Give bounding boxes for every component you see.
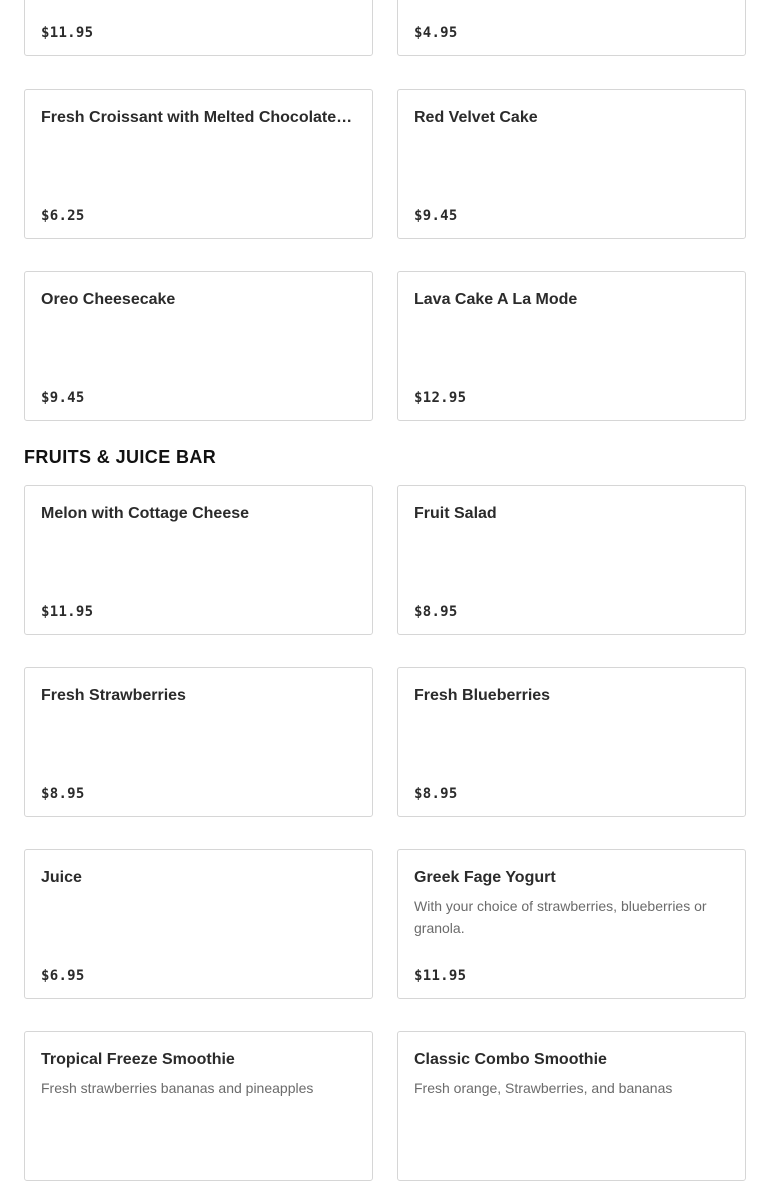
menu-item-card-yogurt[interactable]	[397, 849, 746, 999]
item-price: $6.25	[41, 208, 85, 224]
menu-item-card-juice[interactable]	[24, 849, 373, 999]
item-price: $11.95	[41, 604, 94, 620]
menu-item-card-melon[interactable]	[24, 485, 373, 635]
item-name: Melon with Cottage Cheese	[41, 505, 250, 522]
item-price: $8.95	[414, 604, 458, 620]
item-description: Fresh orange, Strawberries, and bananas	[414, 1080, 673, 1096]
menu-item-card-tropical[interactable]	[24, 1031, 373, 1181]
menu-item-card-oreo[interactable]	[24, 271, 373, 421]
menu-item-card-blueberries[interactable]	[397, 667, 746, 817]
item-description: With your choice of strawberries, blueberries or granola.	[414, 898, 707, 936]
item-name: Oreo Cheesecake	[41, 291, 176, 308]
menu-item-card-fruit-salad[interactable]	[397, 485, 746, 635]
item-name: Lava Cake A La Mode	[414, 291, 578, 308]
item-price: $6.95	[41, 968, 85, 984]
item-name: Fresh Blueberries	[414, 687, 551, 704]
menu-item-card[interactable]	[397, 0, 746, 56]
menu-item-card-croissant[interactable]	[24, 89, 373, 239]
item-price: $11.95	[41, 25, 94, 41]
item-price: $9.45	[41, 390, 85, 406]
item-name: Classic Combo Smoothie	[414, 1051, 607, 1068]
item-name: Fruit Salad	[414, 505, 497, 522]
menu-item-card-strawberries[interactable]	[24, 667, 373, 817]
item-price: $8.95	[41, 786, 85, 802]
menu-item-card-classic[interactable]	[397, 1031, 746, 1181]
item-price: $9.45	[414, 208, 458, 224]
item-description: Fresh strawberries bananas and pineapples	[41, 1080, 314, 1096]
menu-item-card-lava[interactable]	[397, 271, 746, 421]
item-name: Juice	[41, 869, 82, 886]
item-price: $12.95	[414, 390, 467, 406]
menu-item-card-red-velvet[interactable]	[397, 89, 746, 239]
item-name: Tropical Freeze Smoothie	[41, 1051, 235, 1068]
item-name: Fresh Croissant with Melted Chocolate…	[41, 109, 353, 126]
section-title: FRUITS & JUICE BAR	[24, 447, 217, 467]
item-price: $4.95	[414, 25, 458, 41]
item-price: $8.95	[414, 786, 458, 802]
item-name: Red Velvet Cake	[414, 109, 538, 126]
item-name: Fresh Strawberries	[41, 687, 186, 704]
item-name: Greek Fage Yogurt	[414, 869, 556, 886]
menu-item-card[interactable]	[24, 0, 373, 56]
item-price: $11.95	[414, 968, 467, 984]
